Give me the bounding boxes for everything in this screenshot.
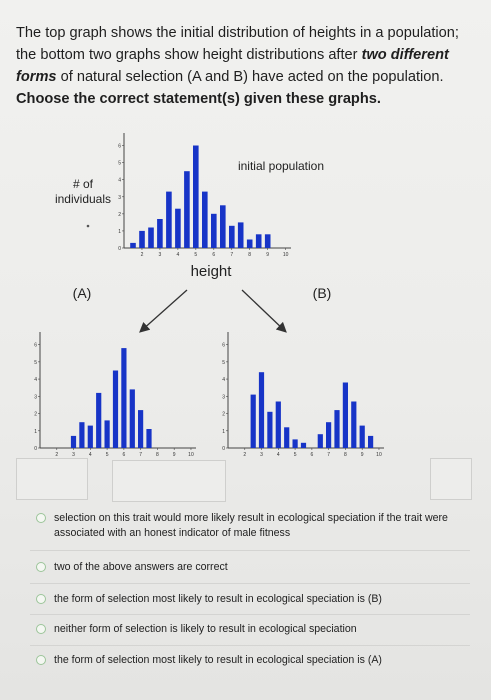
a-y-tick-label: 5 <box>34 359 37 366</box>
question-emphasis: two different forms <box>16 47 449 85</box>
a-x-tick-label: 10 <box>188 452 194 458</box>
top-y-tick-label: 1 <box>118 228 121 235</box>
b-bar <box>301 443 306 448</box>
answer-option-3[interactable] <box>36 592 382 607</box>
chart-selection-b <box>222 332 384 458</box>
question-instruction: Choose the correct statement(s) given these graphs. <box>16 91 381 107</box>
b-y-tick-label: 2 <box>222 411 225 418</box>
top-bar <box>148 228 154 249</box>
top-bar <box>247 240 253 249</box>
b-x-tick-label: 6 <box>310 452 314 458</box>
top-bar <box>184 171 190 248</box>
b-y-tick-label: 5 <box>222 359 225 366</box>
a-x-tick-label: 9 <box>172 452 176 458</box>
divider <box>30 614 470 615</box>
top-bar <box>265 234 271 248</box>
answer-option-5[interactable] <box>36 653 382 668</box>
answer-option-5-text: the form of selection most likely to result in ecological speciation is (A) <box>54 654 382 666</box>
top-y-tick-label: 0 <box>118 246 121 252</box>
top-bar <box>175 209 181 248</box>
a-x-tick-label: 4 <box>88 452 92 458</box>
top-bar <box>157 219 163 248</box>
top-bar <box>256 234 262 248</box>
top-x-tick-label: 7 <box>230 252 234 258</box>
grey-frame-left <box>16 458 88 500</box>
top-x-tick-label: 3 <box>158 252 162 258</box>
answer-option-1[interactable] <box>36 511 456 541</box>
divider <box>30 645 470 646</box>
a-y-tick-label: 3 <box>34 394 37 401</box>
divider <box>30 550 470 551</box>
divider <box>30 583 470 584</box>
top-bar <box>220 205 226 248</box>
b-x-tick-label: 10 <box>376 452 382 458</box>
top-y-tick-label: 2 <box>118 211 121 218</box>
answer-option-1-text: selection on this trait would more likely result in ecological speciation if the trait were associated with an honest indicator of male fitness <box>54 512 448 539</box>
y-axis-label-line2: individuals <box>54 192 112 206</box>
top-y-tick-label: 5 <box>118 160 121 167</box>
top-x-tick-label: 2 <box>140 252 144 258</box>
a-bar <box>138 410 143 448</box>
b-y-tick-label: 6 <box>222 342 225 349</box>
answer-option-2-text: two of the above answers are correct <box>54 561 228 573</box>
radio-option-3[interactable] <box>36 594 46 604</box>
top-y-tick-label: 4 <box>118 177 121 184</box>
top-bar <box>238 222 244 248</box>
b-x-tick-label: 4 <box>276 452 280 458</box>
top-x-tick-label: 8 <box>248 252 252 258</box>
top-y-tick-label: 3 <box>118 194 121 201</box>
answer-option-4-text: neither form of selection is likely to result in ecological speciation <box>54 623 357 635</box>
b-bar <box>276 402 281 449</box>
a-x-tick-label: 7 <box>139 452 143 458</box>
a-bar <box>113 371 118 449</box>
chart-selection-a <box>34 332 196 458</box>
x-axis-label: height <box>190 263 232 280</box>
top-y-tick-label: 6 <box>118 143 121 150</box>
y-axis-label-line1: # of <box>72 177 94 191</box>
label-a: (A) <box>72 285 92 301</box>
b-y-tick-label: 0 <box>222 446 225 452</box>
a-y-tick-label: 1 <box>34 428 37 435</box>
top-x-tick-label: 6 <box>212 252 216 258</box>
b-x-tick-label: 9 <box>360 452 364 458</box>
label-b: (B) <box>312 285 332 301</box>
b-x-tick-label: 2 <box>243 452 247 458</box>
question-part2: of natural selection (A and B) have acted on the population. <box>56 69 444 85</box>
radio-option-2[interactable] <box>36 562 46 572</box>
b-bar <box>351 402 356 449</box>
dot-mark <box>87 225 90 228</box>
answer-option-4[interactable] <box>36 622 357 637</box>
a-x-tick-label: 3 <box>72 452 75 458</box>
top-bar <box>211 214 217 248</box>
a-x-tick-label: 2 <box>55 452 59 458</box>
b-y-tick-label: 4 <box>222 377 225 384</box>
a-y-tick-label: 4 <box>34 377 37 384</box>
b-bar <box>368 436 373 448</box>
b-bar <box>326 422 331 448</box>
chart-initial-population <box>118 133 291 258</box>
radio-option-1[interactable] <box>36 513 46 523</box>
b-bar <box>334 410 339 448</box>
b-y-tick-label: 1 <box>222 428 225 435</box>
b-bar <box>284 427 289 448</box>
grey-frame-mid <box>112 460 226 502</box>
a-bar <box>71 436 76 448</box>
b-x-tick-label: 8 <box>344 452 347 458</box>
b-bar <box>360 426 365 448</box>
question-part1: The top graph shows the initial distribution of heights in a population; the bottom two graphs show height distributions after <box>16 25 459 63</box>
top-bar <box>130 243 136 248</box>
answer-option-2[interactable] <box>36 560 228 575</box>
b-bar <box>267 412 272 448</box>
top-x-tick-label: 9 <box>266 252 270 258</box>
b-x-tick-label: 3 <box>260 452 263 458</box>
grey-frame-right <box>430 458 472 500</box>
a-bar <box>121 348 126 448</box>
top-bar <box>139 231 145 248</box>
a-bar <box>96 393 101 448</box>
top-bar <box>193 146 199 249</box>
a-x-tick-label: 5 <box>105 452 109 458</box>
b-bar <box>259 372 264 448</box>
a-y-tick-label: 2 <box>34 411 37 418</box>
top-bar <box>229 226 235 248</box>
top-x-tick-label: 5 <box>194 252 198 258</box>
top-bar <box>166 192 172 248</box>
top-x-tick-label: 4 <box>176 252 180 258</box>
b-bar <box>251 395 256 448</box>
b-bar <box>293 439 298 448</box>
top-x-tick-label: 10 <box>282 252 289 258</box>
a-x-tick-label: 8 <box>156 452 159 458</box>
answer-option-3-text: the form of selection most likely to result in ecological speciation is (B) <box>54 593 382 605</box>
b-y-tick-label: 3 <box>222 394 225 401</box>
b-x-tick-label: 7 <box>327 452 331 458</box>
a-x-tick-label: 6 <box>122 452 126 458</box>
a-bar <box>79 422 84 448</box>
a-y-tick-label: 0 <box>34 446 37 452</box>
top-bar <box>202 192 208 248</box>
a-bar <box>130 389 135 448</box>
radio-option-4[interactable] <box>36 624 46 634</box>
a-bar <box>146 429 151 448</box>
top-chart-title: initial population <box>237 159 325 173</box>
a-bar <box>88 426 93 448</box>
arrow-to-b <box>242 290 285 331</box>
arrow-to-a <box>141 290 187 331</box>
b-bar <box>318 434 323 448</box>
b-bar <box>343 383 348 449</box>
b-x-tick-label: 5 <box>293 452 297 458</box>
a-y-tick-label: 6 <box>34 342 37 349</box>
a-bar <box>105 420 110 448</box>
radio-option-5[interactable] <box>36 655 46 665</box>
